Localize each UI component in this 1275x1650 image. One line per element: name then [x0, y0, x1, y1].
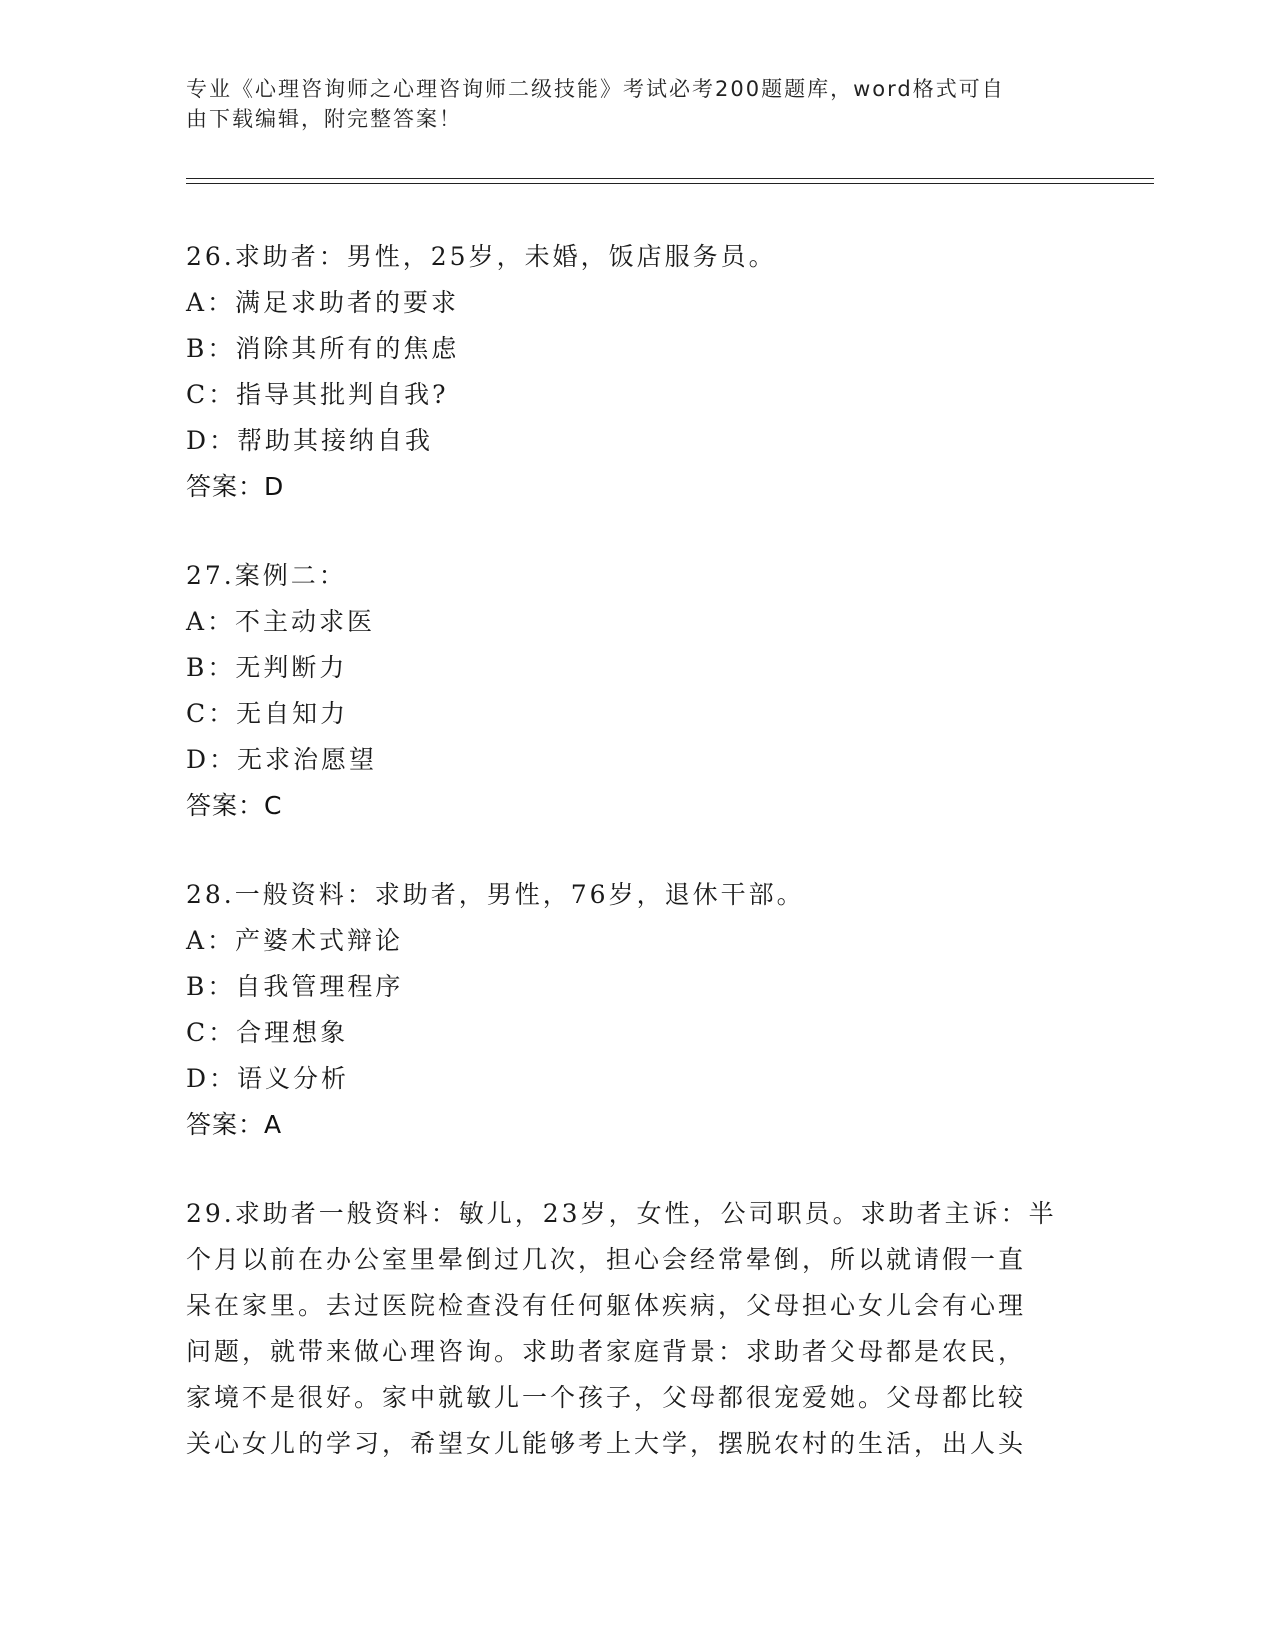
- question-stem-line: 29.求助者一般资料：敏儿，23岁，女性，公司职员。求助者主诉：半: [186, 1199, 1057, 1228]
- option-b: B：无判断力: [186, 653, 348, 682]
- question-stem-line: 呆在家里。去过医院检查没有任何躯体疾病，父母担心女儿会有心理: [186, 1291, 1027, 1320]
- option-d: D：无求治愿望: [186, 745, 378, 774]
- option-a: A：满足求助者的要求: [186, 288, 460, 317]
- option-c: C：无自知力: [186, 699, 349, 728]
- option-c: C：指导其批判自我?: [186, 380, 449, 409]
- option-a: A：不主动求医: [186, 607, 376, 636]
- question-27: [186, 553, 1086, 829]
- option-b: B：消除其所有的焦虑: [186, 334, 460, 363]
- option-b: B：自我管理程序: [186, 972, 404, 1001]
- answer-label: 答案：D: [186, 472, 285, 501]
- question-stem: 27.案例二：: [186, 561, 347, 590]
- answer-label: 答案：C: [186, 791, 283, 820]
- question-28: [186, 872, 1086, 1148]
- header-divider-bottom: [186, 183, 1154, 184]
- question-29: [186, 1191, 1086, 1467]
- option-d: D：帮助其接纳自我: [186, 426, 434, 455]
- question-stem-line: 关心女儿的学习，希望女儿能够考上大学，摆脱农村的生活，出人头: [186, 1429, 1027, 1458]
- option-a: A：产婆术式辩论: [186, 926, 404, 955]
- header-divider-top: [186, 178, 1154, 179]
- answer-label: 答案：A: [186, 1110, 283, 1139]
- option-d: D：语义分析: [186, 1064, 350, 1093]
- option-c: C：合理想象: [186, 1018, 349, 1047]
- question-26: [186, 234, 1086, 510]
- question-stem-line: 家境不是很好。家中就敏儿一个孩子，父母都很宠爱她。父母都比较: [186, 1383, 1027, 1412]
- question-stem: 28.一般资料：求助者，男性，76岁，退休干部。: [186, 880, 805, 909]
- question-stem: 26.求助者：男性，25岁，未婚，饭店服务员。: [186, 242, 777, 271]
- header-line-2: 由下载编辑，附完整答案！: [186, 107, 462, 131]
- document-header: [186, 74, 1066, 134]
- question-stem-line: 个月以前在办公室里晕倒过几次，担心会经常晕倒，所以就请假一直: [186, 1245, 1027, 1274]
- question-stem-line: 问题，就带来做心理咨询。求助者家庭背景：求助者父母都是农民，: [186, 1337, 1027, 1366]
- header-line-1: 专业《心理咨询师之心理咨询师二级技能》考试必考200题题库，word格式可自: [186, 77, 1005, 101]
